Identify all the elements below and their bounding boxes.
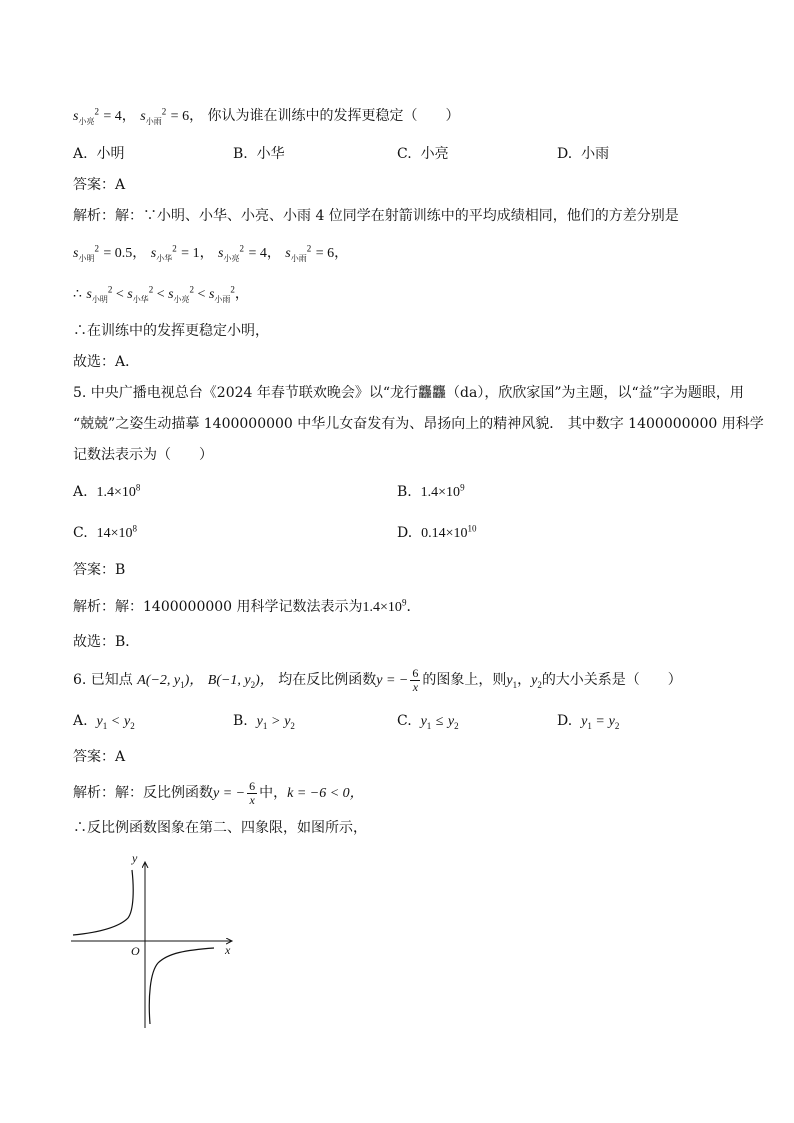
q5-answer: 答案：B — [73, 562, 126, 578]
eq-1: = 4， — [103, 109, 136, 124]
s-sub-2: 小雨 — [145, 116, 162, 126]
q5-line3: 记数法表示为（ ） — [73, 447, 213, 463]
q5-choose: 故选：B． — [73, 634, 140, 650]
q4-option-d: D. 小雨 — [557, 146, 610, 162]
q6-option-b: B. $y_1 > y_2$ — [233, 713, 295, 731]
q4-variance-continuation: $s_{小亮}^2 = 4$， $s_{小雨}^2 = 6$， 你认为谁在训练中的发挥更稳定（ ） — [73, 106, 460, 126]
curve-quadrant-4 — [149, 948, 214, 1024]
q6-answer: 答案：A — [73, 749, 126, 765]
q5-option-a: A. $1.4\times 10^8$ — [73, 482, 141, 500]
q5-option-d: D. $0.14\times 10^{10}$ — [397, 523, 477, 541]
x-axis-label: x — [225, 943, 231, 957]
q4-analysis-line1: 解析：解：∵小明、小华、小亮、小雨 4 位同学在射箭训练中的平均成绩相同，他们的方差分别是 — [73, 208, 679, 224]
y-axis-label: y — [132, 851, 138, 865]
q6-option-c: C. $y_1 \le y_2$ — [397, 713, 459, 731]
eq-2: = 6， — [170, 109, 204, 124]
origin-label: O — [131, 944, 140, 958]
q6-question: 6. 已知点 A(−2, $y_1$)， B(−1, $y_2$)， 均在反比例函数y = − $\frac{6}{x}$ 的图象上，则$y_1$，$y_2$的大小关系是（ ） — [73, 665, 682, 694]
q6-analysis: 解析：解：反比例函数y = − $\frac{6}{x}$ 中，k = −6 < 0， — [73, 778, 364, 807]
q4-option-a: A. 小明 — [73, 146, 125, 162]
q6-option-d: D. $y_1 = y_2$ — [557, 713, 620, 731]
s-sub-1: 小亮 — [78, 116, 95, 126]
question-tail: 你认为谁在训练中的发挥更稳定（ ） — [207, 108, 460, 124]
q5-option-b: B. $1.4\times 10^9$ — [397, 482, 465, 500]
q4-choose: 故选：A． — [73, 354, 140, 370]
q5-line2: “兢兢”之姿生动描摹 1400000000 中华儿女奋发有为、昂扬向上的精神风貌． 其中数字 1400000000 用科学 — [73, 416, 764, 432]
q4-variance-values: $s_{小明}^2 = 0.5$， $s_{小华}^2 = 1$， $s_{小亮}^2 = 4$， $s_{小雨}^2 = 6$， — [73, 243, 349, 263]
curve-quadrant-2 — [73, 870, 133, 935]
q4-option-b: B. 小华 — [233, 146, 285, 162]
hyperbola-graph — [68, 848, 243, 1033]
q6-option-a: A. $y_1 < y_2$ — [73, 713, 135, 731]
q4-option-c: C. 小亮 — [397, 146, 449, 162]
q4-conclusion: ∴在训练中的发挥更稳定小明， — [73, 323, 269, 339]
q4-answer: 答案：A — [73, 177, 126, 193]
q4-inequality: ∴ $s_{小明}^2 < s_{小华}^2 < s_{小亮}^2 < s_{小雨}^2$， — [73, 284, 249, 304]
q6-fraction: $\frac{6}{x}$ — [412, 665, 419, 694]
q5-option-c: C. $14\times 10^8$ — [73, 523, 137, 541]
q5-analysis: 解析：解：1400000000 用科学记数法表示为$1.4\times 10^9$． — [73, 597, 421, 615]
q6-quadrant-line: ∴反比例函数图象在第二、四象限，如图所示， — [73, 820, 367, 836]
q5-line1: 5. 中央广播电视总台《2024 年春节联欢晚会》以“龙行龘龘（da），欣欣家国”为主题，以“益”字为题眼，用 — [73, 385, 744, 401]
